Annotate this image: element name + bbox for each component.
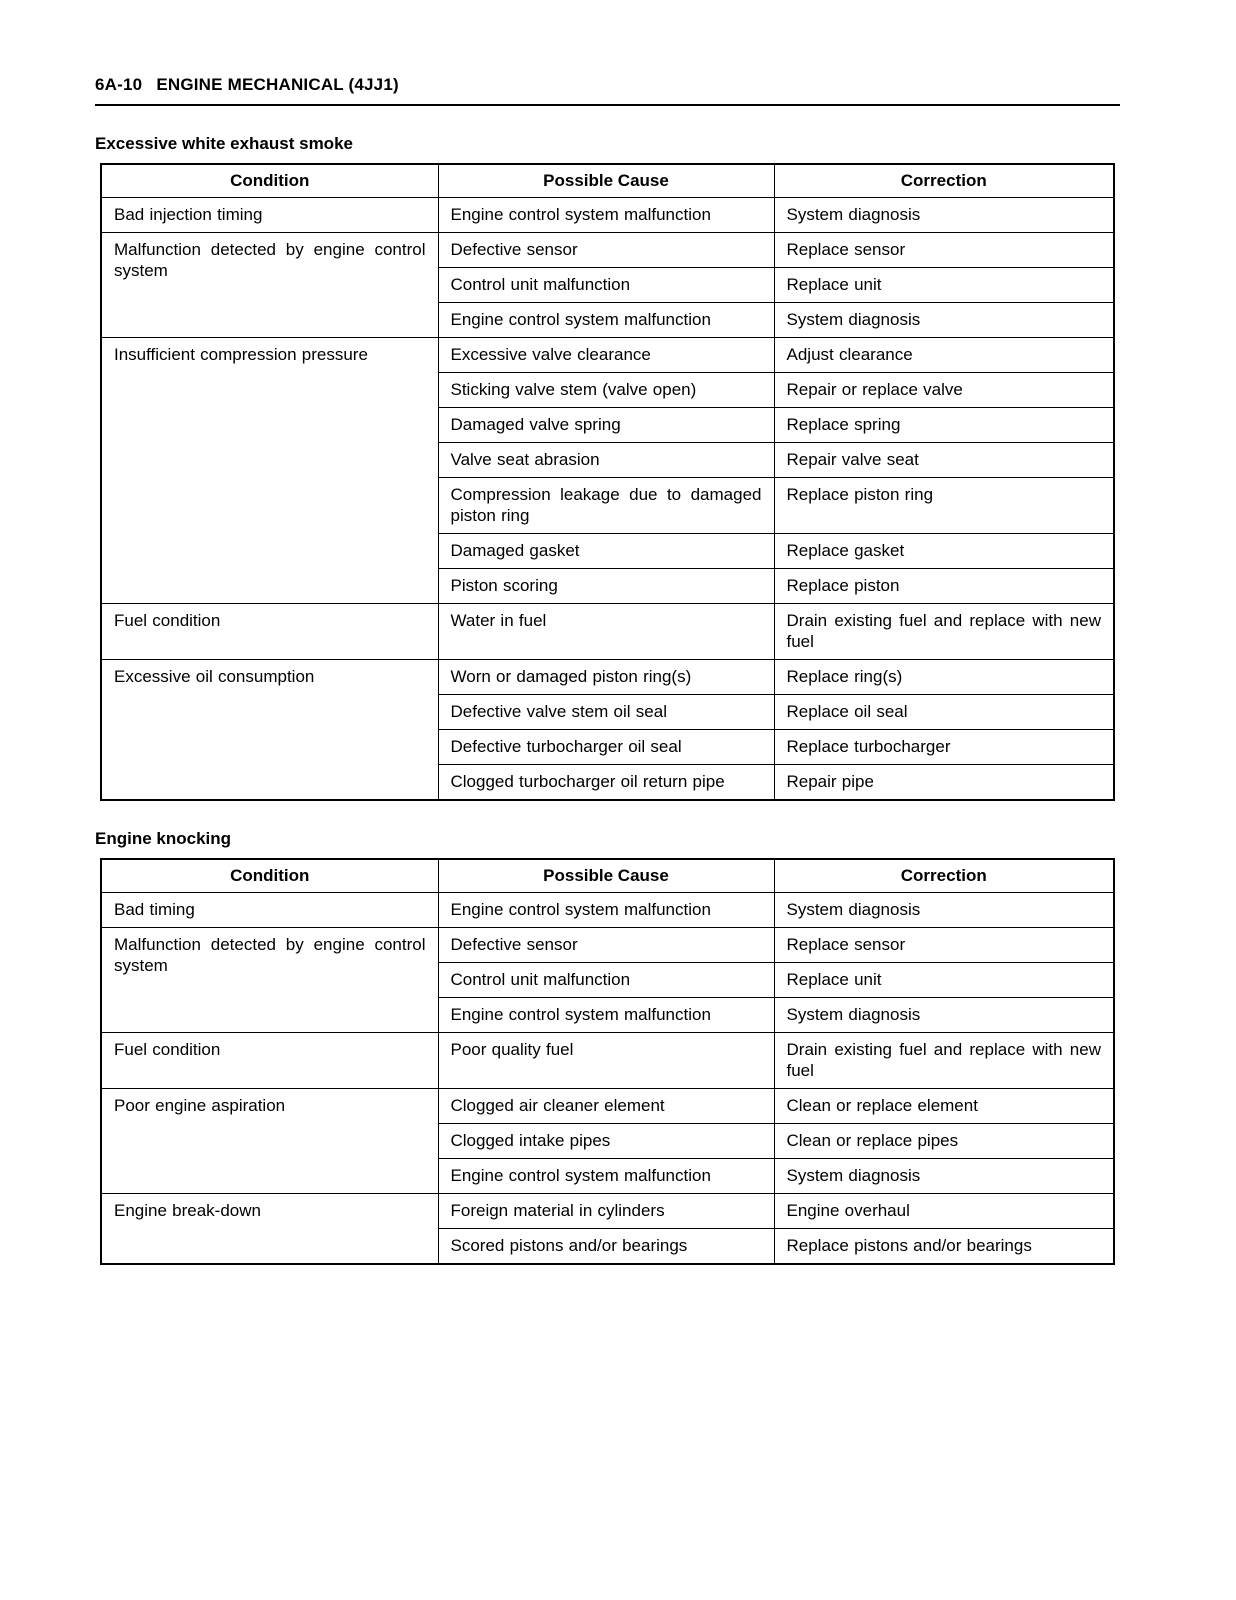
table-row bbox=[101, 1089, 1114, 1124]
cause-cell: Damaged valve spring bbox=[438, 408, 774, 443]
column-header-correction: Correction bbox=[774, 164, 1114, 198]
cause-cell: Foreign material in cylinders bbox=[438, 1194, 774, 1229]
column-header-condition: Condition bbox=[101, 859, 438, 893]
table-row bbox=[101, 604, 1114, 660]
cause-cell: Engine control system malfunction bbox=[438, 1159, 774, 1194]
table-row bbox=[101, 1033, 1114, 1089]
cause-cell: Compression leakage due to damaged piston ring bbox=[438, 478, 774, 534]
correction-cell: Replace piston ring bbox=[774, 478, 1114, 534]
table-row bbox=[101, 1194, 1114, 1229]
column-header-possible-cause: Possible Cause bbox=[438, 164, 774, 198]
correction-cell: System diagnosis bbox=[774, 198, 1114, 233]
table-row bbox=[101, 338, 1114, 373]
table-row bbox=[101, 660, 1114, 695]
cause-cell: Poor quality fuel bbox=[438, 1033, 774, 1089]
correction-cell: Drain existing fuel and replace with new fuel bbox=[774, 604, 1114, 660]
correction-cell: Replace oil seal bbox=[774, 695, 1114, 730]
cause-cell: Damaged gasket bbox=[438, 534, 774, 569]
correction-cell: Repair pipe bbox=[774, 765, 1114, 801]
condition-cell: Malfunction detected by engine control system bbox=[101, 233, 438, 338]
correction-cell: Clean or replace element bbox=[774, 1089, 1114, 1124]
section-title: Excessive white exhaust smoke bbox=[95, 134, 353, 153]
condition-cell: Insufficient compression pressure bbox=[101, 338, 438, 604]
table-row bbox=[101, 198, 1114, 233]
correction-cell: Replace unit bbox=[774, 963, 1114, 998]
cause-cell: Defective sensor bbox=[438, 233, 774, 268]
cause-cell: Piston scoring bbox=[438, 569, 774, 604]
section-engine-knocking bbox=[95, 829, 1120, 1265]
correction-cell: Repair valve seat bbox=[774, 443, 1114, 478]
cause-cell: Defective sensor bbox=[438, 928, 774, 963]
correction-cell: Engine overhaul bbox=[774, 1194, 1114, 1229]
correction-cell: Replace unit bbox=[774, 268, 1114, 303]
condition-cell: Bad injection timing bbox=[101, 198, 438, 233]
cause-cell: Control unit malfunction bbox=[438, 268, 774, 303]
cause-cell: Defective turbocharger oil seal bbox=[438, 730, 774, 765]
section-white-exhaust-smoke bbox=[95, 134, 1120, 801]
correction-cell: Replace pistons and/or bearings bbox=[774, 1229, 1114, 1265]
correction-cell: Replace turbocharger bbox=[774, 730, 1114, 765]
table-header-row bbox=[101, 859, 1114, 893]
correction-cell: System diagnosis bbox=[774, 893, 1114, 928]
cause-cell: Water in fuel bbox=[438, 604, 774, 660]
cause-cell: Valve seat abrasion bbox=[438, 443, 774, 478]
correction-cell: System diagnosis bbox=[774, 1159, 1114, 1194]
troubleshooting-table-engine-knocking bbox=[100, 858, 1115, 1265]
condition-cell: Bad timing bbox=[101, 893, 438, 928]
correction-cell: System diagnosis bbox=[774, 998, 1114, 1033]
correction-cell: System diagnosis bbox=[774, 303, 1114, 338]
table-header-row bbox=[101, 164, 1114, 198]
cause-cell: Engine control system malfunction bbox=[438, 998, 774, 1033]
correction-cell: Replace spring bbox=[774, 408, 1114, 443]
condition-cell: Fuel condition bbox=[101, 604, 438, 660]
page-number: 6A-10 bbox=[95, 75, 143, 94]
correction-cell: Replace gasket bbox=[774, 534, 1114, 569]
table-row bbox=[101, 893, 1114, 928]
cause-cell: Clogged air cleaner element bbox=[438, 1089, 774, 1124]
correction-cell: Clean or replace pipes bbox=[774, 1124, 1114, 1159]
column-header-possible-cause: Possible Cause bbox=[438, 859, 774, 893]
condition-cell: Poor engine aspiration bbox=[101, 1089, 438, 1194]
cause-cell: Engine control system malfunction bbox=[438, 198, 774, 233]
column-header-condition: Condition bbox=[101, 164, 438, 198]
correction-cell: Adjust clearance bbox=[774, 338, 1114, 373]
troubleshooting-table-white-smoke bbox=[100, 163, 1115, 801]
cause-cell: Excessive valve clearance bbox=[438, 338, 774, 373]
table-row bbox=[101, 233, 1114, 268]
correction-cell: Replace sensor bbox=[774, 928, 1114, 963]
condition-cell: Excessive oil consumption bbox=[101, 660, 438, 801]
page-header-title: ENGINE MECHANICAL (4JJ1) bbox=[156, 75, 399, 94]
correction-cell: Drain existing fuel and replace with new fuel bbox=[774, 1033, 1114, 1089]
cause-cell: Engine control system malfunction bbox=[438, 893, 774, 928]
cause-cell: Control unit malfunction bbox=[438, 963, 774, 998]
condition-cell: Malfunction detected by engine control system bbox=[101, 928, 438, 1033]
section-title: Engine knocking bbox=[95, 829, 232, 848]
cause-cell: Scored pistons and/or bearings bbox=[438, 1229, 774, 1265]
cause-cell: Defective valve stem oil seal bbox=[438, 695, 774, 730]
correction-cell: Replace piston bbox=[774, 569, 1114, 604]
table-row bbox=[101, 928, 1114, 963]
cause-cell: Clogged turbocharger oil return pipe bbox=[438, 765, 774, 801]
condition-cell: Engine break-down bbox=[101, 1194, 438, 1265]
column-header-correction: Correction bbox=[774, 859, 1114, 893]
cause-cell: Clogged intake pipes bbox=[438, 1124, 774, 1159]
page-header bbox=[95, 75, 1120, 106]
cause-cell: Engine control system malfunction bbox=[438, 303, 774, 338]
correction-cell: Replace ring(s) bbox=[774, 660, 1114, 695]
condition-cell: Fuel condition bbox=[101, 1033, 438, 1089]
correction-cell: Replace sensor bbox=[774, 233, 1114, 268]
cause-cell: Worn or damaged piston ring(s) bbox=[438, 660, 774, 695]
cause-cell: Sticking valve stem (valve open) bbox=[438, 373, 774, 408]
correction-cell: Repair or replace valve bbox=[774, 373, 1114, 408]
